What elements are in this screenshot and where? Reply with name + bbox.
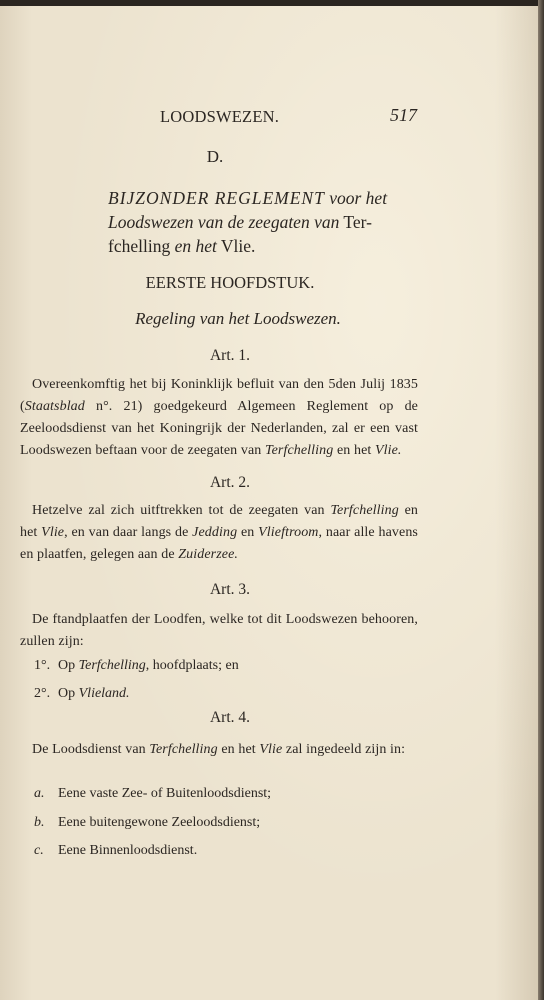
list-item-text: Eene Binnenloodsdienst. [58,843,198,858]
list-item-text-b: Terfchelling [78,658,146,673]
list-item-label: 1°. [34,658,51,673]
article-1-text-d: Terfchelling [265,443,334,458]
article-3-text [20,609,418,653]
regulation-title-line2-end: Ter- [339,212,372,232]
list-item [34,683,130,705]
article-4-text-d: Vlie [259,742,283,757]
article-2-text-g: en [237,525,259,540]
article-4-text-b: Terfchelling [149,742,218,757]
list-item-text: Eene vaste Zee- of Buitenloodsdienst; [58,786,272,801]
article-1-text-b: Staatsblad [24,399,85,414]
list-item [34,783,271,805]
article-2-text-a: Hetzelve zal zich uitftrekken tot de zeegaten van [32,503,331,518]
article-2-text-i: , naar alle havens en plaatfen, gelegen aan de [20,525,418,562]
article-4-text-a: De Loodsdienst van [32,742,150,757]
article-2-text-c: en het [20,503,419,540]
list-item-label: a. [34,786,45,801]
list-item-label: b. [34,815,45,830]
list-item-text-a: Op [58,658,79,673]
article-4-text [20,739,418,761]
article-4-text-e: zal ingedeeld zijn in: [282,742,406,757]
article-1-text-c: n°. 21) goedgekeurd Algemeen Reglement op de Zeeloodsdienst van het Koningrijk der Nederlanden, zal er een vast Loodswezen beftaan voor de zeegaten van [20,399,418,458]
article-2-text-b: Terfchelling [330,503,399,518]
article-2-text-j: Zuiderzee. [178,547,238,562]
list-item-label: 2°. [34,686,51,701]
article-1-text-e: en het [333,443,375,458]
chapter-subtitle: Regeling van het Loodswezen. [135,309,341,328]
list-item [34,812,260,834]
article-4-text-c: en het [217,742,260,757]
list-item-text-c: , hoofdplaats; en [145,658,239,673]
list-item-text-a: Op [58,686,79,701]
regulation-title-line3-start: fchelling [108,236,175,256]
article-1-text-a: Overeenkomftig het bij Koninklijk befluit van den 5den Julij 1835 ( [20,377,418,414]
article-4-heading: Art. 4. [209,709,251,726]
regulation-title-part2: voor het [324,188,388,208]
article-2-heading: Art. 2. [209,474,251,491]
regulation-title-line3-end: Vlie. [216,236,256,256]
article-1-text [20,374,418,462]
article-1-heading: Art. 1. [209,347,251,364]
article-2-text [20,500,418,566]
list-item-label: c. [34,843,44,858]
running-header: LOODSWEZEN. [160,107,280,126]
list-item [34,840,197,862]
list-item-text: Eene buitengewone Zeeloodsdienst; [58,815,261,830]
article-2-text-d: Vlie [41,525,65,540]
page-number: 517 [390,105,417,125]
article-2-text-e: , en van daar langs de [64,525,193,540]
regulation-title-name: BIJZONDER REGLEMENT [108,188,325,208]
regulation-title-line3-it: en het [174,236,217,256]
section-letter: D. [206,147,224,166]
article-1-text-f: Vlie. [374,443,402,458]
article-2-text-h: Vlieftroom [258,525,319,540]
list-item [34,655,239,677]
article-2-text-f: Jedding [192,525,238,540]
book-spine-edge [538,0,544,1000]
book-page [0,6,538,1000]
regulation-title-line2: Loodswezen van de zeegaten van [108,212,340,232]
article-3-heading: Art. 3. [209,581,251,598]
list-item-text-b: Vlieland. [78,686,130,701]
article-3-body: De ftandplaatfen der Loodfen, welke tot dit Loodswezen behooren, zullen zijn: [20,612,418,649]
chapter-heading: EERSTE HOOFDSTUK. [145,273,315,292]
regulation-title [108,186,438,258]
